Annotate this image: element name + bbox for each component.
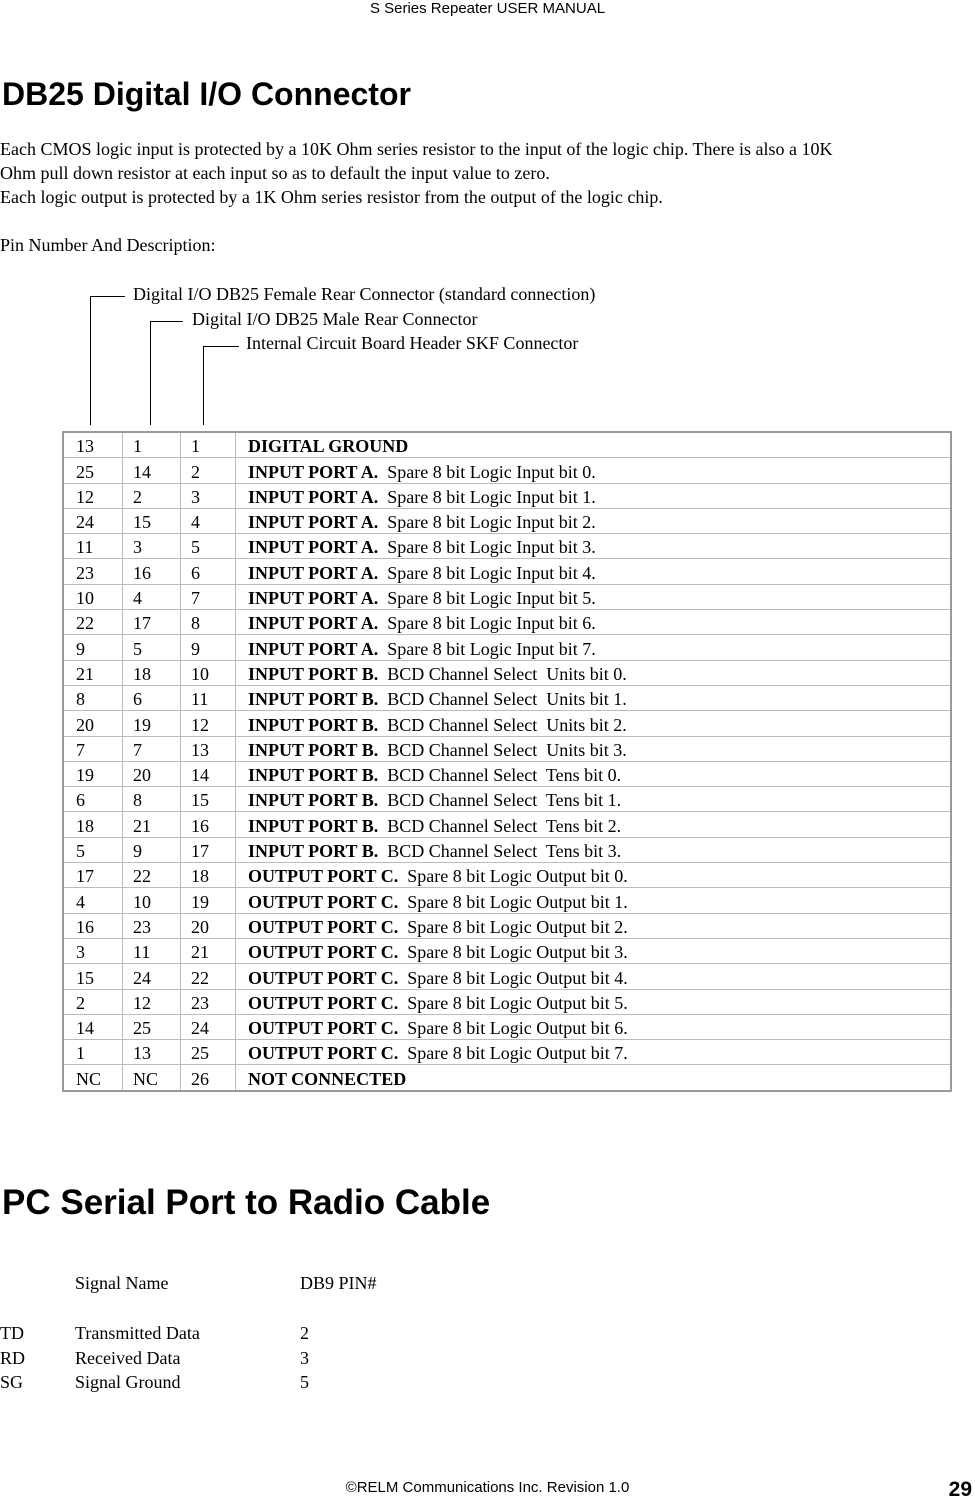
port-name: OUTPUT PORT C. [248, 1043, 399, 1064]
port-name: INPUT PORT B. [248, 841, 379, 862]
header-pin: 9 [181, 635, 236, 660]
female-pin: 4 [63, 888, 123, 913]
pin-description [236, 685, 952, 710]
pin-row [63, 685, 951, 710]
pin-description [236, 483, 952, 508]
female-pin: 1 [63, 1040, 123, 1065]
female-pin: 24 [63, 508, 123, 533]
male-pin: 17 [123, 610, 181, 635]
port-name: INPUT PORT B. [248, 739, 379, 760]
port-name: INPUT PORT A. [248, 512, 379, 533]
port-name: DIGITAL GROUND [248, 436, 409, 457]
port-detail: BCD Channel Select Tens bit 1. [378, 790, 622, 811]
pin-description [236, 787, 952, 812]
port-detail: Spare 8 bit Logic Input bit 0. [378, 461, 596, 482]
intro-line: Each logic output is protected by a 1K Ohm series resistor from the output of the logic chip. [0, 187, 663, 207]
pin-row [63, 432, 951, 458]
female-pin: 3 [63, 938, 123, 963]
port-name: INPUT PORT A. [248, 638, 379, 659]
port-name: OUTPUT PORT C. [248, 891, 399, 912]
pin-description [236, 1040, 952, 1065]
pin-row [63, 635, 951, 660]
header-pin: 4 [181, 508, 236, 533]
pin-row [63, 913, 951, 938]
pin-row [63, 812, 951, 837]
female-pin: 19 [63, 761, 123, 786]
intro-line: Each CMOS logic input is protected by a 10K Ohm series resistor to the input of the logic chip. There is also a 10K [0, 139, 833, 159]
leader-line-male [150, 321, 183, 425]
male-pin: 10 [123, 888, 181, 913]
pin-description [236, 938, 952, 963]
port-detail: Spare 8 bit Logic Output bit 1. [398, 891, 628, 912]
port-detail: BCD Channel Select Units bit 1. [378, 689, 627, 710]
port-detail: Spare 8 bit Logic Output bit 6. [398, 1018, 628, 1039]
header-pin: 5 [181, 534, 236, 559]
female-pin: 8 [63, 685, 123, 710]
female-pin: 7 [63, 736, 123, 761]
male-pin: 6 [123, 685, 181, 710]
female-pin: 13 [63, 432, 123, 458]
pin-description [236, 812, 952, 837]
pin-description [236, 660, 952, 685]
header-pin: 10 [181, 660, 236, 685]
port-detail: Spare 8 bit Logic Input bit 7. [378, 638, 596, 659]
pin-description [236, 913, 952, 938]
signal-name: Signal Ground [75, 1372, 181, 1392]
male-pin: 3 [123, 534, 181, 559]
female-pin: 23 [63, 559, 123, 584]
pin-description [236, 888, 952, 913]
port-name: INPUT PORT A. [248, 613, 379, 634]
pin-description [236, 736, 952, 761]
header-pin: 25 [181, 1040, 236, 1065]
port-name: INPUT PORT A. [248, 461, 379, 482]
male-pin: 13 [123, 1040, 181, 1065]
port-name: INPUT PORT B. [248, 714, 379, 735]
pin-row [63, 660, 951, 685]
signal-pin: 5 [300, 1372, 309, 1392]
female-pin: 17 [63, 863, 123, 888]
male-pin: 1 [123, 432, 181, 458]
port-detail: Spare 8 bit Logic Output bit 0. [398, 866, 628, 887]
female-pin: 21 [63, 660, 123, 685]
pin-description [236, 837, 952, 862]
pin-description [236, 964, 952, 989]
pin-row [63, 1014, 951, 1039]
pin-row [63, 711, 951, 736]
pin-row [63, 787, 951, 812]
female-pin: 22 [63, 610, 123, 635]
port-detail: Spare 8 bit Logic Input bit 3. [378, 537, 596, 558]
port-detail: Spare 8 bit Logic Output bit 4. [398, 967, 628, 988]
header-pin: 17 [181, 837, 236, 862]
port-name: INPUT PORT B. [248, 689, 379, 710]
pin-description [236, 458, 952, 483]
male-pin: 18 [123, 660, 181, 685]
running-header: S Series Repeater USER MANUAL [369, 0, 606, 17]
port-name: INPUT PORT B. [248, 663, 379, 684]
page-number: 29 [948, 1478, 972, 1501]
header-pin: 13 [181, 736, 236, 761]
db9-pin-header: DB9 PIN# [300, 1273, 377, 1293]
pin-row [63, 863, 951, 888]
pin-row [63, 458, 951, 483]
header-pin: 21 [181, 938, 236, 963]
male-pin: 25 [123, 1014, 181, 1039]
female-pin: 6 [63, 787, 123, 812]
port-detail: BCD Channel Select Tens bit 2. [378, 815, 622, 836]
female-pin: 14 [63, 1014, 123, 1039]
intro-line: Ohm pull down resistor at each input so as to default the input value to zero. [0, 163, 550, 183]
male-pin: 21 [123, 812, 181, 837]
pin-description [236, 761, 952, 786]
header-pin: 15 [181, 787, 236, 812]
header-pin: 19 [181, 888, 236, 913]
male-pin: 22 [123, 863, 181, 888]
header-pin: 12 [181, 711, 236, 736]
port-detail: BCD Channel Select Tens bit 3. [378, 841, 622, 862]
pin-row [63, 1065, 951, 1091]
female-pin: 12 [63, 483, 123, 508]
pin-row [63, 989, 951, 1014]
copyright-text: ©RELM Communications Inc. Revision 1.0 [345, 1479, 630, 1496]
port-name: INPUT PORT B. [248, 765, 379, 786]
port-detail: Spare 8 bit Logic Input bit 6. [378, 613, 596, 634]
signal-abbr: SG [0, 1372, 24, 1392]
pin-number-label: Pin Number And Description: [0, 235, 216, 255]
header-pin: 20 [181, 913, 236, 938]
pin-row [63, 888, 951, 913]
port-name: INPUT PORT B. [248, 790, 379, 811]
signal-abbr: TD [0, 1323, 24, 1343]
pin-description [236, 1014, 952, 1039]
port-name: INPUT PORT B. [248, 815, 379, 836]
port-detail: Spare 8 bit Logic Input bit 4. [378, 562, 596, 583]
pin-row [63, 837, 951, 862]
section-title-serial-cable: PC Serial Port to Radio Cable [2, 1183, 491, 1222]
male-pin: 20 [123, 761, 181, 786]
male-pin: 7 [123, 736, 181, 761]
header-pin: 6 [181, 559, 236, 584]
female-pin: 10 [63, 584, 123, 609]
port-name: OUTPUT PORT C. [248, 942, 399, 963]
port-name: INPUT PORT A. [248, 486, 379, 507]
signal-pin: 3 [300, 1348, 309, 1368]
column-label-header: Internal Circuit Board Header SKF Connector [246, 333, 579, 353]
port-detail: Spare 8 bit Logic Output bit 7. [398, 1043, 628, 1064]
pin-row [63, 483, 951, 508]
female-pin: 18 [63, 812, 123, 837]
male-pin: 16 [123, 559, 181, 584]
male-pin: 15 [123, 508, 181, 533]
pin-description [236, 711, 952, 736]
signal-name: Transmitted Data [75, 1323, 200, 1343]
pin-description [236, 863, 952, 888]
pin-table [62, 431, 952, 1092]
pin-row [63, 736, 951, 761]
pin-row [63, 610, 951, 635]
female-pin: NC [63, 1065, 123, 1091]
male-pin: 5 [123, 635, 181, 660]
header-pin: 23 [181, 989, 236, 1014]
male-pin: NC [123, 1065, 181, 1091]
port-detail: BCD Channel Select Units bit 2. [378, 714, 627, 735]
male-pin: 9 [123, 837, 181, 862]
pin-description [236, 432, 952, 458]
signal-pin: 2 [300, 1323, 309, 1343]
pin-description [236, 610, 952, 635]
port-name: INPUT PORT A. [248, 537, 379, 558]
female-pin: 11 [63, 534, 123, 559]
port-detail: Spare 8 bit Logic Input bit 5. [378, 588, 596, 609]
port-detail: Spare 8 bit Logic Output bit 5. [398, 992, 628, 1013]
pin-row [63, 761, 951, 786]
female-pin: 20 [63, 711, 123, 736]
female-pin: 2 [63, 989, 123, 1014]
header-pin: 11 [181, 685, 236, 710]
male-pin: 14 [123, 458, 181, 483]
signal-name: Received Data [75, 1348, 181, 1368]
port-detail: Spare 8 bit Logic Input bit 2. [378, 512, 596, 533]
female-pin: 9 [63, 635, 123, 660]
pin-description [236, 635, 952, 660]
port-detail: BCD Channel Select Tens bit 0. [378, 765, 622, 786]
signal-abbr: RD [0, 1348, 26, 1368]
port-name: OUTPUT PORT C. [248, 992, 399, 1013]
intro-paragraph [0, 137, 975, 209]
male-pin: 23 [123, 913, 181, 938]
column-label-male: Digital I/O DB25 Male Rear Connector [192, 309, 478, 329]
male-pin: 24 [123, 964, 181, 989]
male-pin: 19 [123, 711, 181, 736]
signal-name-header: Signal Name [75, 1273, 169, 1293]
header-pin: 8 [181, 610, 236, 635]
port-detail: BCD Channel Select Units bit 3. [378, 739, 627, 760]
header-pin: 24 [181, 1014, 236, 1039]
male-pin: 12 [123, 989, 181, 1014]
pin-description [236, 1065, 952, 1091]
male-pin: 2 [123, 483, 181, 508]
header-pin: 3 [181, 483, 236, 508]
port-name: INPUT PORT A. [248, 588, 379, 609]
port-name: OUTPUT PORT C. [248, 916, 399, 937]
pin-row [63, 534, 951, 559]
leader-line-female [90, 296, 125, 425]
header-pin: 18 [181, 863, 236, 888]
header-pin: 2 [181, 458, 236, 483]
header-pin: 16 [181, 812, 236, 837]
pin-row [63, 964, 951, 989]
column-label-female: Digital I/O DB25 Female Rear Connector (standard connection) [133, 284, 596, 304]
female-pin: 5 [63, 837, 123, 862]
port-detail: Spare 8 bit Logic Input bit 1. [378, 486, 596, 507]
header-pin: 7 [181, 584, 236, 609]
female-pin: 25 [63, 458, 123, 483]
port-detail: Spare 8 bit Logic Output bit 3. [398, 942, 628, 963]
port-detail: Spare 8 bit Logic Output bit 2. [398, 916, 628, 937]
pin-description [236, 584, 952, 609]
header-pin: 1 [181, 432, 236, 458]
port-name: OUTPUT PORT C. [248, 1018, 399, 1039]
pin-row [63, 938, 951, 963]
pin-row [63, 1040, 951, 1065]
female-pin: 15 [63, 964, 123, 989]
port-name: OUTPUT PORT C. [248, 866, 399, 887]
port-detail: BCD Channel Select Units bit 0. [378, 663, 627, 684]
port-name: INPUT PORT A. [248, 562, 379, 583]
pin-row [63, 559, 951, 584]
section-title-db25: DB25 Digital I/O Connector [2, 76, 411, 112]
leader-line-header [203, 346, 239, 425]
pin-row [63, 584, 951, 609]
pin-description [236, 534, 952, 559]
pin-description [236, 559, 952, 584]
port-name: OUTPUT PORT C. [248, 967, 399, 988]
pin-row [63, 508, 951, 533]
header-pin: 22 [181, 964, 236, 989]
port-name: NOT CONNECTED [248, 1068, 407, 1089]
female-pin: 16 [63, 913, 123, 938]
header-pin: 14 [181, 761, 236, 786]
male-pin: 8 [123, 787, 181, 812]
header-pin: 26 [181, 1065, 236, 1091]
pin-description [236, 508, 952, 533]
male-pin: 11 [123, 938, 181, 963]
male-pin: 4 [123, 584, 181, 609]
pin-description [236, 989, 952, 1014]
